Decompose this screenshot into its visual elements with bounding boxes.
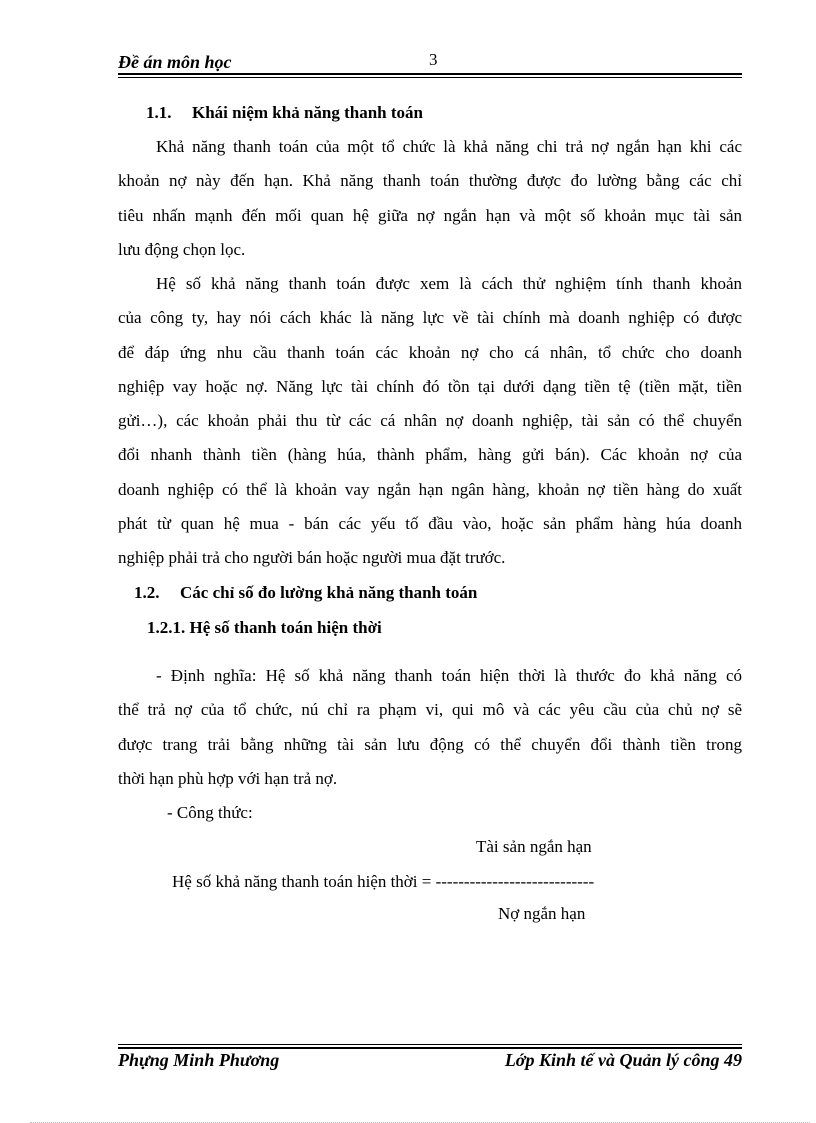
- paragraph-2: [118, 267, 742, 576]
- heading-1-2-title: Các chỉ số đo lường khả năng thanh toán: [180, 583, 478, 602]
- paragraph-line: doanh nghiệp có thể là khoản vay ngắn hạn ngân hàng, khoản nợ tiền hàng do xuất: [118, 479, 742, 499]
- heading-1-2: [134, 583, 477, 603]
- paragraph-line: của công ty, hay nói cách khác là năng lực về tài chính mà doanh nghiệp có được: [118, 308, 742, 328]
- definition-paragraph: [118, 659, 742, 796]
- footer-rule: [118, 1047, 742, 1049]
- formula-equation: Hệ số khả năng thanh toán hiện thời = ----------------------------: [172, 872, 595, 891]
- paragraph-line: được trang trải bằng những tài sản lưu động có thể chuyển đổi thành tiền trong: [118, 734, 742, 754]
- paragraph-line: - Định nghĩa: Hệ số khả năng thanh toán hiện thời là thước đo khả năng có: [156, 666, 742, 685]
- paragraph-line: tiêu nhấn mạnh đến mối quan hệ giữa nợ ngắn hạn và một số khoản mục tài sản: [118, 205, 742, 225]
- paragraph-line: nghiệp phải trả cho người bán hoặc người mua đặt trước.: [118, 548, 506, 568]
- paragraph-line: thời hạn phù hợp với hạn trả nợ.: [118, 768, 338, 788]
- paragraph-line: lưu động chọn lọc.: [118, 239, 246, 259]
- header-rule: [118, 73, 742, 75]
- heading-1-1-number: 1.1.: [146, 103, 172, 122]
- formula-label: - Công thức:: [167, 803, 253, 822]
- paragraph-line: nghiệp vay hoặc nợ. Năng lực tài chính đó tồn tại dưới dạng tiền tệ (tiền mặt, tiền: [118, 376, 742, 396]
- formula-numerator: Tài sản ngắn hạn: [476, 837, 592, 856]
- formula-denominator: Nợ ngắn hạn: [498, 904, 586, 923]
- paragraph-line: gửi…), các khoản phải thu từ các cá nhân nợ doanh nghiệp, tài sản có thể chuyển: [118, 411, 742, 431]
- header-title: Đề án môn học: [118, 52, 232, 72]
- paragraph-line: Hệ số khả năng thanh toán được xem là cách thử nghiệm tính thanh khoản: [156, 274, 742, 293]
- heading-1-2-number: 1.2.: [134, 583, 160, 602]
- heading-1-1: [146, 103, 423, 123]
- paragraph-line: đổi nhanh thành tiền (hàng húa, thành phẩm, hàng gửi bán). Các khoản nợ của: [118, 445, 742, 465]
- paragraph-line: thể trả nợ của tổ chức, nú chỉ ra phạm vi, qui mô và các yêu cầu của chủ nợ sẽ: [118, 700, 742, 720]
- paragraph-line: phát từ quan hệ mua - bán các yếu tố đầu vào, hoặc sản phẩm hàng húa doanh: [118, 514, 742, 534]
- footer-author: Phựng Minh Phương: [118, 1050, 280, 1070]
- heading-1-1-title: Khái niệm khả năng thanh toán: [192, 103, 423, 122]
- paragraph-1: [118, 130, 742, 267]
- page-number: 3: [429, 50, 438, 69]
- heading-1-2-1: 1.2.1. Hệ số thanh toán hiện thời: [147, 618, 382, 637]
- footer-class: Lớp Kinh tế và Quản lý công 49: [504, 1050, 742, 1070]
- header-rule-thin: [118, 77, 742, 78]
- paragraph-line: để đáp ứng nhu cầu thanh toán các khoản nợ cho cá nhân, tổ chức cho doanh: [118, 342, 742, 362]
- paragraph-line: Khả năng thanh toán của một tổ chức là khả năng chi trả nợ ngắn hạn khi các: [156, 137, 742, 156]
- paragraph-line: khoản nợ này đến hạn. Khả năng thanh toán thường được đo lường bằng các chỉ: [118, 171, 742, 191]
- footer-rule-thin: [118, 1044, 742, 1045]
